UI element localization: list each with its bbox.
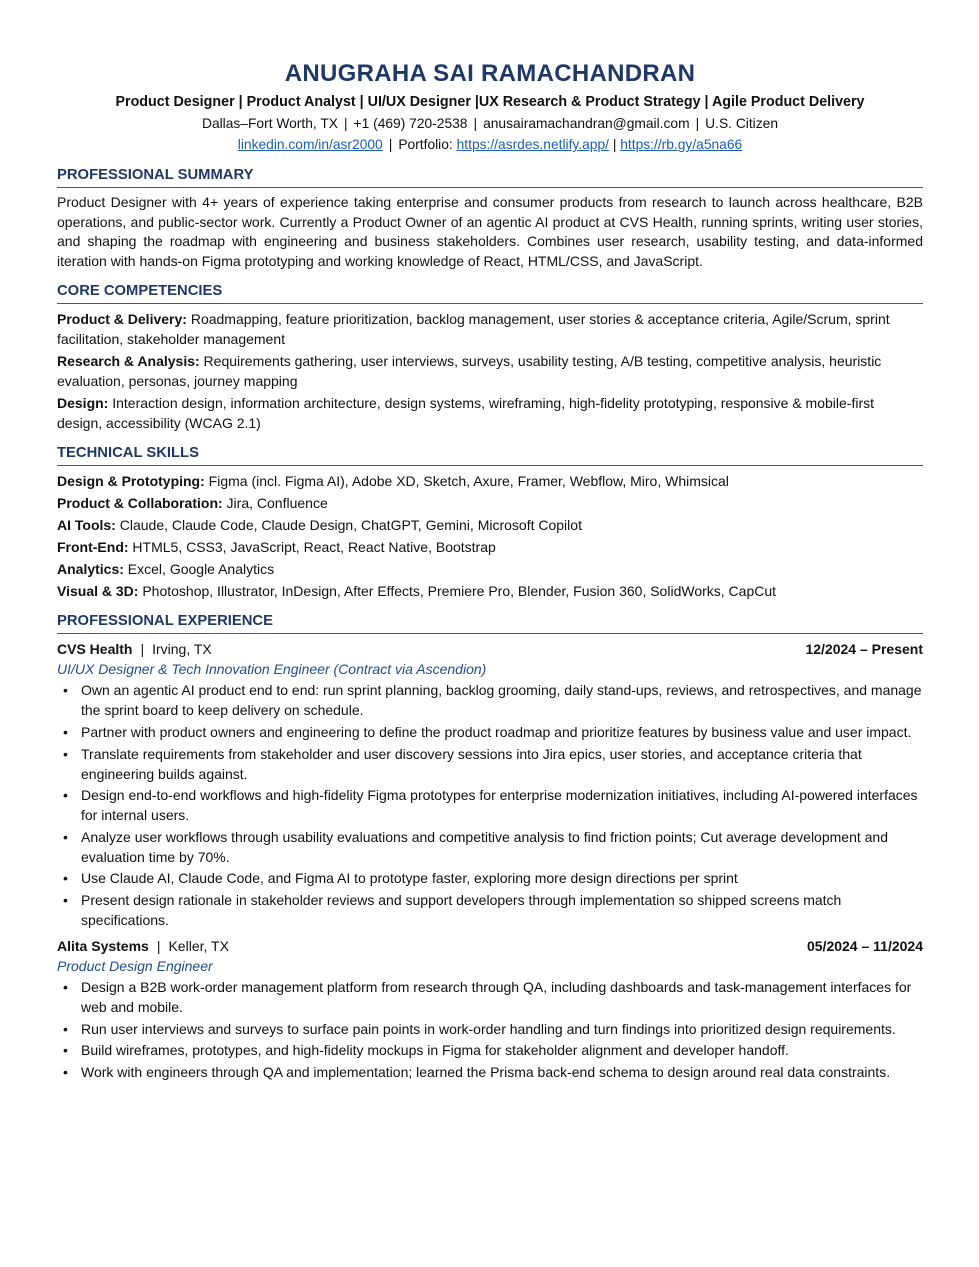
bullet-text: Use Claude AI, Claude Code, and Figma AI to prototype faster, exploring more design directions per sprint	[81, 870, 738, 887]
bullet-item	[57, 1019, 923, 1039]
competency-label: Design:	[57, 395, 109, 412]
bullet-text: Partner with product owners and engineering to define the product roadmap and prioritize features by business value and user impact.	[81, 723, 912, 740]
skill-text: Excel, Google Analytics	[123, 561, 275, 578]
bullet-text: Build wireframes, prototypes, and high-fidelity mockups in Figma for stakeholder alignment and developer handoff.	[81, 1042, 789, 1059]
portfolio-link[interactable]: https://asrdes.netlify.app/	[456, 137, 609, 152]
bullet-icon: •	[63, 787, 68, 804]
competency-label: Product & Delivery:	[57, 311, 187, 328]
separator: |	[473, 116, 478, 131]
bullet-icon: •	[63, 1020, 68, 1037]
job-dates: 12/2024 – Present	[805, 641, 923, 658]
bullet-icon: •	[63, 978, 68, 995]
bullet-item	[57, 744, 923, 784]
bullet-text: Run user interviews and surveys to surface pain points in work-order handling and turn findings into prioritized design requirements.	[81, 1020, 896, 1037]
separator: |	[156, 937, 161, 954]
skill-text: Photoshop, Illustrator, InDesign, After Effects, Premiere Pro, Blender, Fusion 360, SolidWorks, CapCut	[138, 583, 777, 600]
bullet-text: Design a B2B work-order management platform from research through QA, including dashboards and task-management interfaces for web and mobile.	[81, 978, 912, 1015]
job-company: CVS Health	[57, 641, 133, 658]
bullet-icon: •	[63, 891, 68, 908]
bullet-item	[57, 722, 923, 742]
bullet-text: Work with engineers through QA and implementation; learned the Prisma back-end schema to design around real data constraints.	[81, 1063, 891, 1080]
skill-label: Design & Prototyping:	[57, 473, 205, 490]
bullet-icon: •	[63, 745, 68, 762]
job-company-line	[57, 639, 212, 659]
bullet-item	[57, 785, 923, 825]
skill-text: Jira, Confluence	[222, 495, 328, 512]
bullet-icon: •	[63, 1063, 68, 1080]
bullet-item	[57, 1062, 923, 1082]
candidate-name: ANUGRAHA SAI RAMACHANDRAN	[284, 60, 696, 87]
skill-item	[57, 581, 923, 601]
contact-line	[57, 113, 923, 134]
bullet-text: Own an agentic AI product end to end: run sprint planning, backlog grooming, daily stand-ups, reviews, and retrospectives, and manage the sprint board to keep delivery on schedule.	[81, 682, 922, 719]
competency-item	[57, 393, 923, 433]
summary-text: Product Designer with 4+ years of experience taking enterprise and consumer products from research to launch across healthcare, B2B operations, and public-sector work. Currently a Product Owner of an agentic AI product at CVS Health, running sprints, writing user stories, and shaping the roadmap with engineering and business stakeholders. Combines user research, usability testing, and data-informed iteration with hands-on Figma prototyping and working knowledge of React, HTML/CSS, and JavaScript.	[57, 194, 923, 269]
bullet-item	[57, 1040, 923, 1060]
phone: +1 (469) 720-2538	[353, 116, 468, 131]
bullet-icon: •	[63, 870, 68, 887]
bullet-icon: •	[63, 723, 68, 740]
bullet-text: Present design rationale in stakeholder reviews and support developers through implementation so shipped screens match specifications.	[81, 891, 842, 928]
skill-item	[57, 493, 923, 513]
portfolio-label: Portfolio:	[398, 137, 453, 152]
job-location: Keller, TX	[168, 937, 229, 954]
separator: |	[388, 137, 393, 152]
experience-heading: PROFESSIONAL EXPERIENCE	[57, 612, 923, 634]
skill-text: Claude, Claude Code, Claude Design, ChatGPT, Gemini, Microsoft Copilot	[115, 517, 582, 534]
skill-item	[57, 515, 923, 535]
skill-label: Analytics:	[57, 561, 124, 578]
bullet-icon: •	[63, 682, 68, 699]
linkedin-link[interactable]: linkedin.com/in/asr2000	[237, 137, 383, 152]
skills-list	[57, 471, 923, 601]
email: anusairamachandran@gmail.com	[483, 116, 690, 131]
bullet-icon: •	[63, 1042, 68, 1059]
separator: |	[612, 137, 617, 152]
separator: |	[140, 641, 145, 658]
job-titles: Product Designer | Product Analyst | UI/UX Designer |UX Research & Product Strategy | Agile Product Delivery	[115, 94, 865, 110]
skill-item	[57, 559, 923, 579]
competency-text: Requirements gathering, user interviews, surveys, usability testing, A/B testing, competitive analysis, heuristic evaluation, personas, journey mapping	[57, 353, 882, 390]
skill-label: Visual & 3D:	[57, 583, 139, 600]
competency-text: Interaction design, information architecture, design systems, wireframing, high-fidelity prototyping, responsive & mobile-first design, accessibility (WCAG 2.1)	[57, 395, 875, 432]
job-role: Product Design Engineer	[57, 957, 213, 974]
skill-text: Figma (incl. Figma AI), Adobe XD, Sketch, Axure, Framer, Webflow, Miro, Whimsical	[204, 473, 729, 490]
short-link[interactable]: https://rb.gy/a5na66	[620, 137, 743, 152]
separator: |	[343, 116, 348, 131]
bullet-icon: •	[63, 828, 68, 845]
bullet-text: Design end-to-end workflows and high-fidelity Figma prototypes for enterprise modernization initiatives, including AI-powered interfaces for internal users.	[81, 787, 918, 824]
competency-item	[57, 309, 923, 349]
skill-label: Front-End:	[57, 539, 129, 556]
job-dates: 05/2024 – 11/2024	[806, 937, 923, 954]
job-entry	[57, 639, 923, 930]
job-company-line	[57, 936, 229, 956]
bullet-item	[57, 868, 923, 888]
bullet-item	[57, 827, 923, 867]
competencies-heading: CORE COMPETENCIES	[57, 282, 923, 304]
competencies-list	[57, 309, 923, 433]
location: Dallas–Fort Worth, TX	[201, 116, 338, 131]
skill-item	[57, 471, 923, 491]
skills-heading: TECHNICAL SKILLS	[57, 444, 923, 466]
skill-text: HTML5, CSS3, JavaScript, React, React Native, Bootstrap	[128, 539, 496, 556]
competency-text: Roadmapping, feature prioritization, backlog management, user stories & acceptance criteria, Agile/Scrum, sprint facilitation, stakeholder management	[57, 311, 890, 348]
competency-label: Research & Analysis:	[57, 353, 200, 370]
job-role: UI/UX Designer & Tech Innovation Engineer (Contract via Ascendion)	[57, 661, 487, 678]
job-bullets	[57, 977, 923, 1082]
bullet-text: Translate requirements from stakeholder and user discovery sessions into Jira epics, user stories, and acceptance criteria that engineering builds against.	[81, 745, 862, 782]
skill-item	[57, 537, 923, 557]
job-location: Irving, TX	[152, 641, 212, 658]
skill-label: AI Tools:	[57, 517, 116, 534]
job-header	[57, 639, 923, 659]
bullet-item	[57, 890, 923, 930]
summary-heading: PROFESSIONAL SUMMARY	[57, 166, 923, 188]
job-header	[57, 936, 923, 956]
bullet-text: Analyze user workflows through usability evaluations and competitive analysis to find friction points; Cut average development and evaluation time by 70%.	[81, 828, 888, 865]
job-bullets	[57, 680, 923, 930]
job-company: Alita Systems	[57, 937, 149, 954]
resume-content	[57, 58, 923, 1088]
bullet-item	[57, 680, 923, 720]
citizenship: U.S. Citizen	[705, 116, 778, 131]
skill-label: Product & Collaboration:	[57, 495, 223, 512]
job-entry	[57, 936, 923, 1082]
separator: |	[695, 116, 700, 131]
bullet-item	[57, 977, 923, 1017]
competency-item	[57, 351, 923, 391]
links-line	[57, 134, 923, 155]
